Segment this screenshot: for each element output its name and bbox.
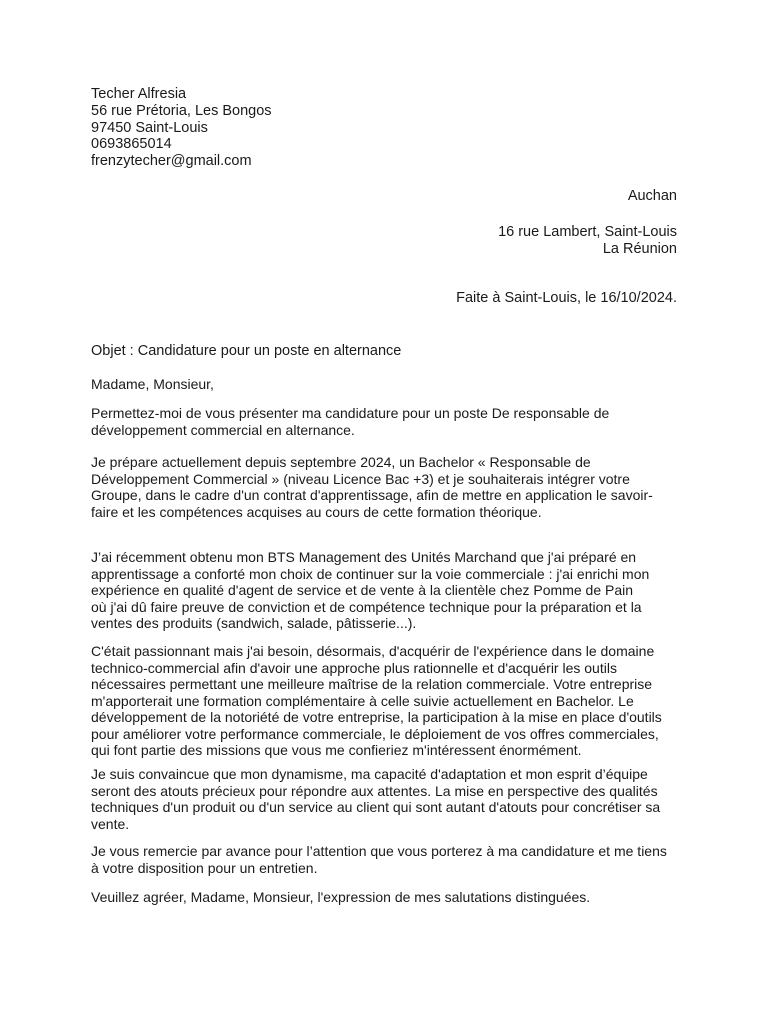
recipient-company: Auchan	[627, 188, 677, 204]
paragraph-line: faire et les compétences acquises au cours de cette formation théorique.	[91, 503, 542, 520]
sender-city: 97450 Saint-Louis	[91, 119, 208, 136]
paragraph-2	[91, 454, 677, 520]
recipient-region: La Réunion	[602, 240, 677, 257]
paragraph-line: seront des atouts précieux pour répondre aux attentes. La mise en perspective des qualités	[91, 782, 658, 799]
paragraph-line: qui font partie des missions que vous me confieriez m'intéressent énormément.	[91, 742, 582, 758]
date-line-block	[91, 290, 677, 307]
paragraph-4	[91, 643, 677, 759]
paragraph-line: m'apporterait une formation complémentaire à celle suivie actuellement en Bachelor. Le	[91, 692, 634, 709]
paragraph-line: technico-commercial afin d'avoir une approche plus rationnelle et d'acquérir les outils	[91, 659, 617, 676]
subject-block	[91, 343, 677, 360]
sender-email: frenzytecher@gmail.com	[91, 153, 252, 170]
paragraph-3	[91, 549, 677, 632]
sender-name: Techer Alfresia	[91, 86, 187, 102]
paragraph-line: techniques d'un produit ou d'un service au client qui sont autant d'atouts pour concrétiser sa	[91, 799, 661, 815]
paragraph-line: où j'ai dû faire preuve de conviction et de compétence technique pour la préparation et la	[91, 598, 642, 615]
paragraph-line: Je prépare actuellement depuis septembre 2024, un Bachelor « Responsable de	[91, 454, 591, 470]
paragraph-line: ventes des produits (sandwich, salade, pâtisserie...).	[91, 615, 417, 631]
date-line: Faite à Saint-Louis, le 16/10/2024.	[456, 290, 677, 306]
paragraph-line: à votre disposition pour un entretien.	[91, 859, 318, 876]
sender-address-block	[91, 86, 677, 170]
paragraph-line: Je suis convaincue que mon dynamisme, ma capacité d'adaptation et mon esprit d’équipe	[91, 766, 648, 782]
sender-phone: 0693865014	[91, 136, 172, 153]
paragraph-6	[91, 843, 677, 876]
salutation: Madame, Monsieur,	[91, 376, 214, 392]
paragraph-line: Permettez-moi de vous présenter ma candidature pour un poste De responsable de	[91, 405, 610, 421]
paragraph-line: pour améliorer votre performance commerciale, le déploiement de vos offres commerciales,	[91, 725, 659, 742]
paragraph-5	[91, 766, 677, 832]
paragraph-line: Veuillez agréer, Madame, Monsieur, l'expression de mes salutations distinguées.	[91, 889, 591, 905]
paragraph-line: apprentissage a conforté mon choix de continuer sur la voie commerciale : j'ai enrichi mon	[91, 565, 650, 582]
salutation-block	[91, 376, 677, 393]
paragraph-line: J’ai récemment obtenu mon BTS Management des Unités Marchand que j'ai préparé en	[91, 549, 637, 565]
paragraph-1	[91, 405, 677, 438]
sender-street: 56 rue Prétoria, Les Bongos	[91, 102, 272, 119]
paragraph-line: Développement Commercial » (niveau Licence Bac +3) et je souhaiterais intégrer votre	[91, 470, 630, 487]
paragraph-line: nécessaires permettant une meilleure maîtrise de la relation commerciale. Votre entreprise	[91, 676, 653, 692]
recipient-company-block	[91, 188, 677, 205]
paragraph-line: Groupe, dans le cadre d'un contrat d'apprentissage, afin de mettre en application le savoir-	[91, 487, 653, 503]
paragraph-line: développement de la notoriété de votre entreprise, la participation à la mise en place d'outils	[91, 709, 662, 725]
recipient-street: 16 rue Lambert, Saint-Louis	[498, 224, 677, 240]
paragraph-line: Je vous remercie par avance pour l’attention que vous porterez à ma candidature et me tiens	[91, 843, 667, 859]
paragraph-line: expérience en qualité d'agent de service et de vente à la clientèle chez Pomme de Pain	[91, 582, 634, 598]
recipient-address-block	[91, 224, 677, 258]
paragraph-line: vente.	[91, 815, 130, 832]
paragraph-line: développement commercial en alternance.	[91, 421, 355, 438]
paragraph-line: C'était passionnant mais j'ai besoin, désormais, d'acquérir de l'expérience dans le domaine	[91, 643, 655, 659]
closing-paragraph	[91, 889, 677, 906]
subject-line: Objet : Candidature pour un poste en alternance	[91, 343, 402, 359]
